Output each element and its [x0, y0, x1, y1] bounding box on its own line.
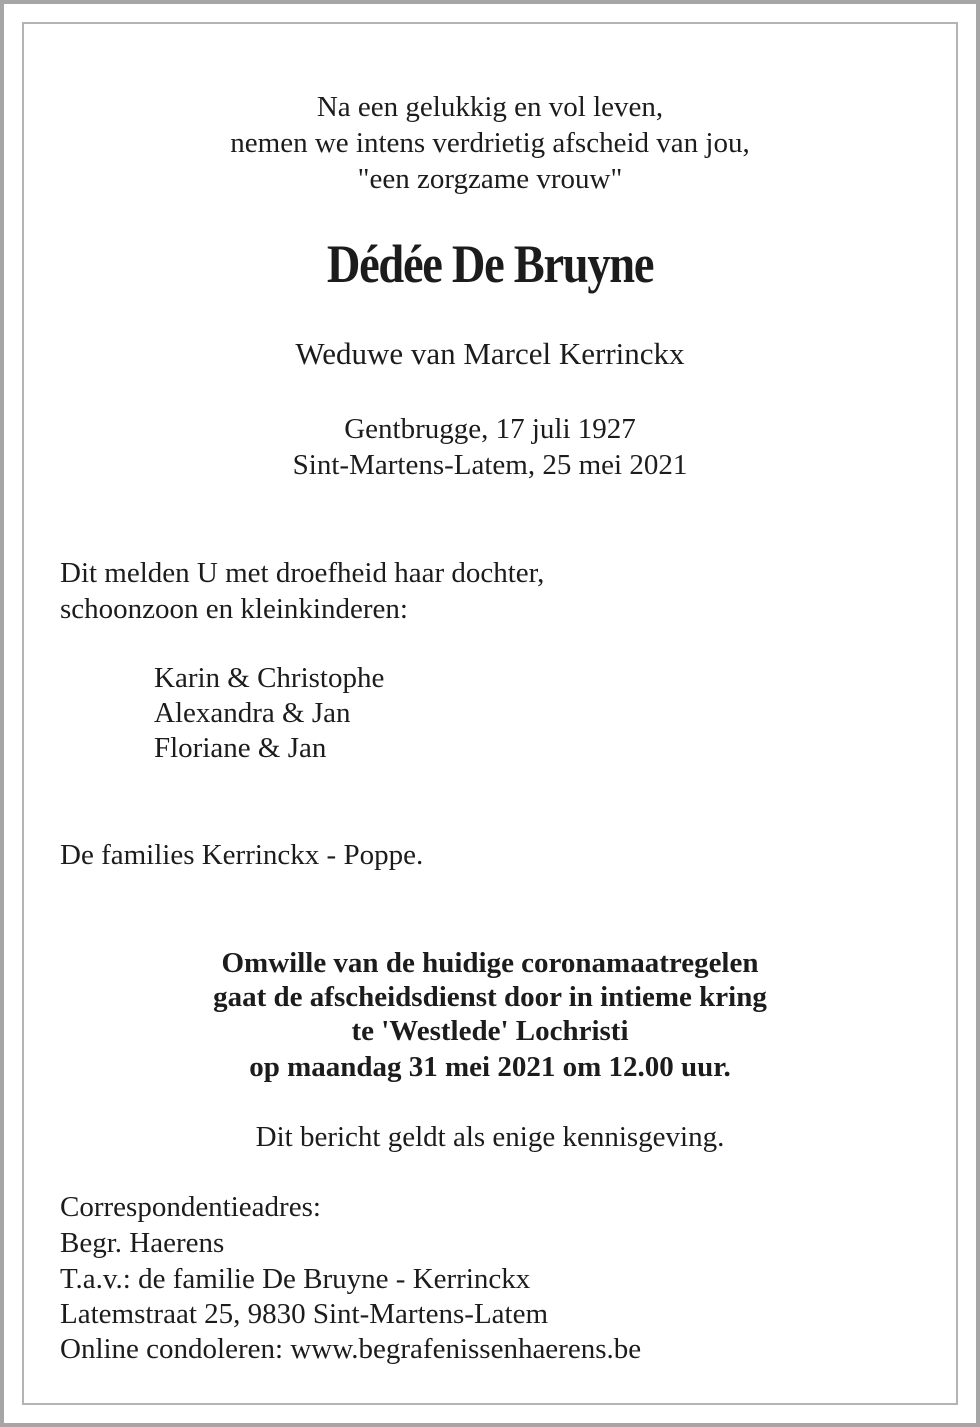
family-member: Karin & Christophe — [154, 662, 385, 694]
death-line: Sint-Martens-Latem, 25 mei 2021 — [292, 449, 688, 481]
correspondence-line-4: Online condoleren: www.begrafenissenhaerens.be — [60, 1333, 642, 1365]
correspondence-label: Correspondentieadres: — [60, 1191, 321, 1223]
announcement-line-1: Dit melden U met droefheid haar dochter, — [60, 557, 545, 589]
service-line-4: op maandag 31 mei 2021 om 12.00 uur. — [249, 1051, 731, 1083]
notice-line: Dit bericht geldt als enige kennisgeving. — [255, 1121, 725, 1153]
obituary-notice — [24, 24, 956, 1403]
deceased-subtitle: Weduwe van Marcel Kerrinckx — [295, 336, 685, 371]
correspondence-line-2: T.a.v.: de familie De Bruyne - Kerrinckx — [60, 1263, 531, 1295]
announcement-line-2: schoonzoon en kleinkinderen: — [60, 593, 408, 625]
birth-line: Gentbrugge, 17 juli 1927 — [344, 413, 636, 445]
intro-line-2: nemen we intens verdrietig afscheid van jou, — [230, 127, 750, 159]
deceased-name: Dédée De Bruyne — [326, 234, 654, 294]
family-member: Alexandra & Jan — [154, 697, 351, 729]
family-member: Floriane & Jan — [154, 732, 327, 764]
intro-line-1: Na een gelukkig en vol leven, — [316, 91, 664, 123]
service-line-2: gaat de afscheidsdienst door in intieme kring — [213, 981, 767, 1013]
intro-line-3: "een zorgzame vrouw" — [357, 163, 623, 195]
families-line: De families Kerrinckx - Poppe. — [60, 839, 424, 871]
service-line-1: Omwille van de huidige coronamaatregelen — [221, 947, 759, 979]
correspondence-line-1: Begr. Haerens — [60, 1227, 225, 1259]
service-line-3: te 'Westlede' Lochristi — [351, 1015, 629, 1047]
correspondence-line-3: Latemstraat 25, 9830 Sint-Martens-Latem — [60, 1298, 549, 1330]
